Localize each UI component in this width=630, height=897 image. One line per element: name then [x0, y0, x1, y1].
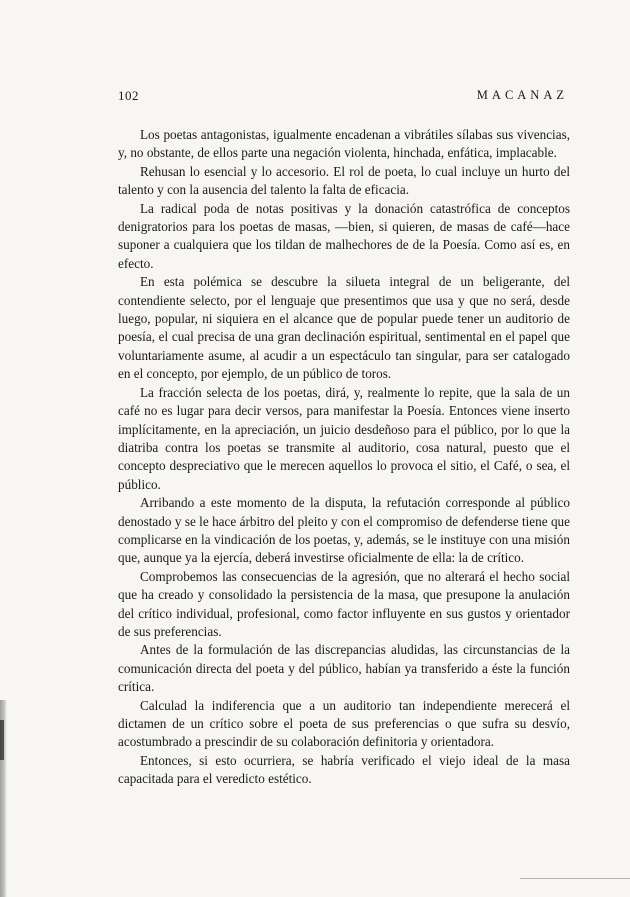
paragraph: Antes de la formulación de las discrepancias aludidas, las circunstancias de la comunicación directa del poeta y del público, habían ya transferido a éste la función crítica.: [118, 642, 570, 695]
paragraph: Comprobemos las consecuencias de la agresión, que no alterará el hecho social que ha creado y consolidado la persistencia de la masa, que presupone la anulación del crítico individual, profesional, como factor influyente en sus gustos y orientador de sus preferencias.: [118, 568, 570, 639]
running-head: MACANAZ: [476, 88, 568, 102]
paragraph: Calculad la indiferencia que a un auditorio tan independiente merecerá el dictamen de un crítico sobre el poeta de sus preferencias o que sufra su desvío, acostumbrado a prescindir de su colaboración definitoria y orientadora.: [118, 697, 570, 750]
paragraph: La radical poda de notas positivas y la donación catastrófica de conceptos denigratorios para los poetas de masas, —bien, si quieren, de masas de café—hace suponer a cualquiera que los tildan de malhechores de de la Poesía. Como así es, en efecto.: [118, 200, 570, 271]
paragraph: Entonces, si esto ocurriera, se habría verificado el viejo ideal de la masa capacitada para el veredicto estético.: [118, 752, 570, 787]
body-text: [118, 126, 570, 789]
page-number: 102: [118, 88, 139, 103]
scan-edge-mark: [0, 720, 4, 760]
paragraph: En esta polémica se descubre la silueta integral de un beligerante, del contendiente selecto, por el lenguaje que presentimos que usa y que no será, desde luego, popular, ni siquiera en el alcance que de popular puede tener un auditorio de poesía, el cual precisa de una gran declinación espiritual, sentimental en el papel que voluntariamente asume, al acudir a un espectáculo tan singular, para ser catalogado en el concepto, por ejemplo, de un público de toros.: [118, 274, 570, 382]
page-header: [118, 86, 568, 104]
paragraph: Rehusan lo esencial y lo accesorio. El rol de poeta, lo cual incluye un hurto del talento y con la ausencia del talento la falta de eficacia.: [118, 163, 570, 198]
scan-bottom-line: [520, 878, 630, 879]
paragraph: Los poetas antagonistas, igualmente encadenan a vibrátiles sílabas sus vivencias, y, no obstante, de ellos parte una negación violenta, hinchada, enfática, implacable.: [118, 127, 570, 161]
paragraph: La fracción selecta de los poetas, dirá, y, realmente lo repite, que la sala de un café no es lugar para decir versos, para manifestar la Poesía. Entonces viene inserto implícitamente, en la apreciación, un juicio desdeñoso para el público, por lo que la diatriba contra los poetas se transmite al auditorio, cosa natural, puesto que el concepto despreciativo que le merecen aquellos lo provoca el sitio, el Café, o sea, el público.: [118, 384, 570, 492]
paragraph: Arribando a este momento de la disputa, la refutación corresponde al público denostado y se le hace árbitro del pleito y con el compromiso de defenderse tiene que complicarse en la vindicación de los poetas, y, además, se le instituye con una misión que, aunque ya la ejercía, deberá investirse oficialmente de ella: la de crítico.: [118, 495, 570, 566]
